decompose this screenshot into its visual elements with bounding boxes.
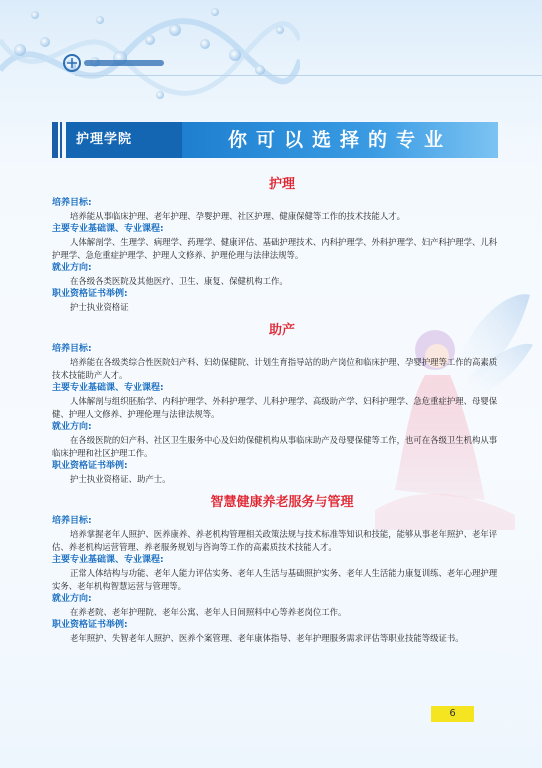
cert-text: 护士执业资格证、助产士。 <box>70 474 171 484</box>
major-section <box>52 322 512 486</box>
cert-text: 护士执业资格证 <box>70 302 129 312</box>
goal-label: 培养目标: <box>52 198 92 208</box>
section-header <box>52 122 498 158</box>
courses-text: 人体解剖学、生理学、病理学、药理学、健康评估、基础护理技术、内科护理学、外科护理学、妇产科护理学、儿科护理学、急危重症护理学、护理人文修养、护理伦理与法律法规等。 <box>52 237 498 260</box>
cert-text: 老年照护、失智老年人照护、医养个案管理、老年康体指导、老年护理服务需求评估等职业技能等级证书。 <box>70 633 464 643</box>
goal-text: 培养能在各级类综合性医院妇产科、妇幼保健院、计划生育指导站的助产岗位和临床护理、孕婴护理等工作的高素质技术技能助产人才。 <box>52 357 498 380</box>
major-title: 助产 <box>268 323 295 338</box>
page-number: 6 <box>431 706 474 722</box>
major-section <box>52 494 512 645</box>
jobs-label: 就业方向: <box>52 422 92 432</box>
courses-label: 主要专业基础课、专业课程: <box>52 555 164 565</box>
courses-text: 人体解剖与组织胚胎学、内科护理学、外科护理学、儿科护理学、高级助产学、妇科护理学、急危重症护理、母婴保健、护理人文修养、护理伦理与法律法规等。 <box>52 396 498 419</box>
courses-label: 主要专业基础课、专业课程: <box>52 224 164 234</box>
goal-label: 培养目标: <box>52 516 92 526</box>
college-logo <box>62 52 172 74</box>
goal-label: 培养目标: <box>52 344 92 354</box>
goal-text: 培养能从事临床护理、老年护理、孕婴护理、社区护理、健康保健等工作的技术技能人才。 <box>70 211 405 221</box>
school-name: 护理学院 <box>66 122 184 158</box>
major-title: 智慧健康养老服务与管理 <box>210 495 354 510</box>
header-accent-mark <box>52 122 58 158</box>
jobs-label: 就业方向: <box>52 594 92 604</box>
goal-text: 培养掌握老年人照护、医养康养、养老机构管理相关政策法规与技术标准等知识和技能，能够从事老年照护、老年评估、养老机构运营管理、养老服务规划与咨询等工作的高素质技术技能人才。 <box>52 529 498 552</box>
divider-line <box>75 75 542 76</box>
jobs-text: 在各级各类医院及其他医疗、卫生、康复、保健机构工作。 <box>70 276 288 286</box>
major-title: 护理 <box>268 177 295 192</box>
cert-label: 职业资格证书举例: <box>52 620 128 630</box>
cert-label: 职业资格证书举例: <box>52 289 128 299</box>
courses-label: 主要专业基础课、专业课程: <box>52 383 164 393</box>
jobs-label: 就业方向: <box>52 263 92 273</box>
page-title: 你可以选择的专业 <box>182 122 498 158</box>
jobs-text: 在养老院、老年护理院、老年公寓、老年人日间照料中心等养老岗位工作。 <box>70 607 347 617</box>
cert-label: 职业资格证书举例: <box>52 461 128 471</box>
jobs-text: 在各级医院的妇产科、社区卫生服务中心及妇幼保健机构从事临床助产及母婴保健等工作，也可在各级卫生机构从事临床护理和社区护理工作。 <box>52 435 498 458</box>
courses-text: 正常人体结构与功能、老年人能力评估实务、老年人生活与基础照护实务、老年人生活能力康复训练、老年心理护理实务、老年机构智慧运营与管理等。 <box>52 568 498 591</box>
major-section <box>52 176 512 314</box>
header-accent-mark <box>60 122 62 158</box>
majors-content <box>52 176 512 645</box>
